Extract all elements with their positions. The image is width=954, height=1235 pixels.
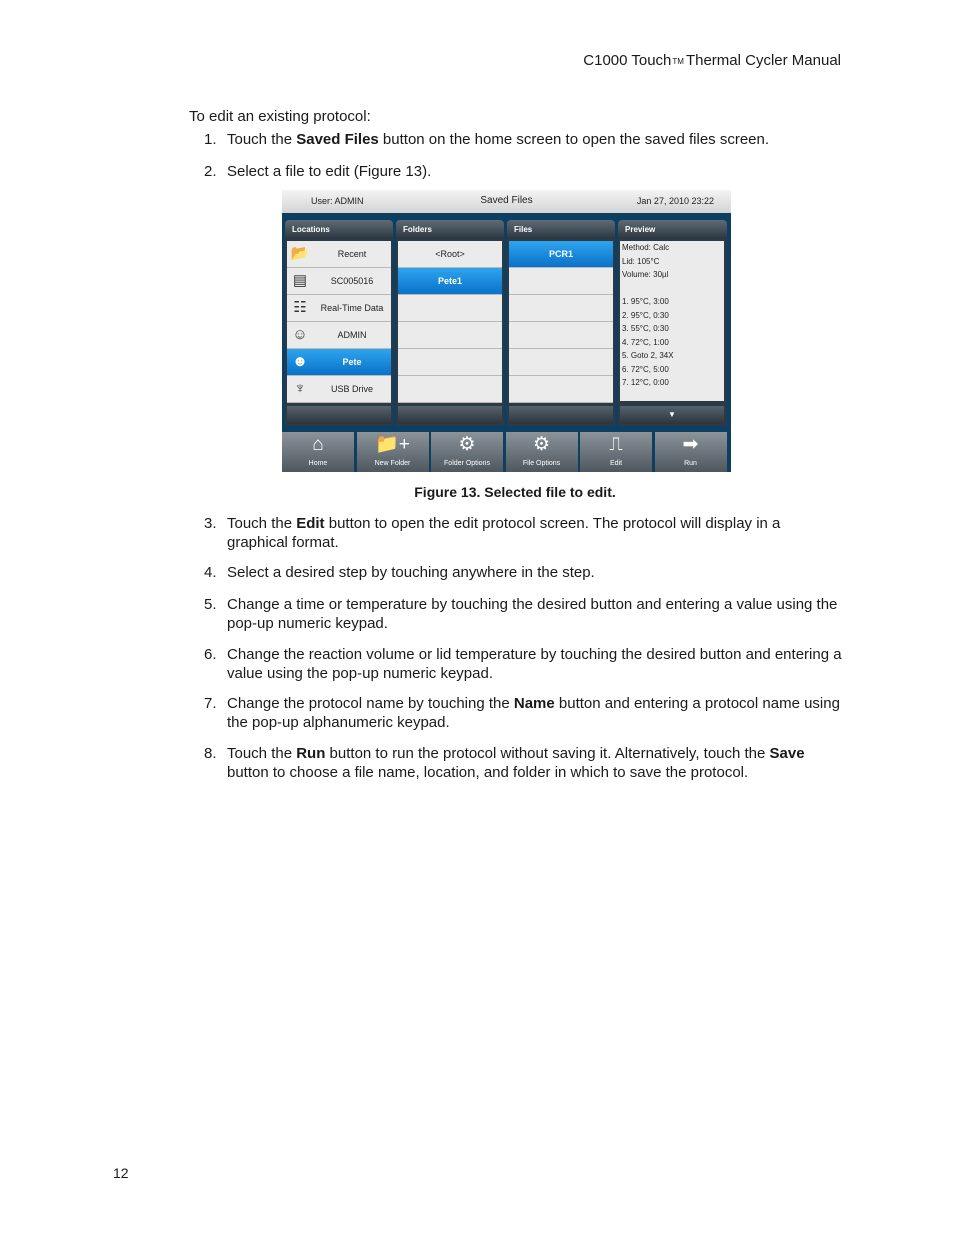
run-button[interactable] — [655, 432, 727, 472]
location-item[interactable] — [287, 376, 391, 403]
folder-options-button[interactable] — [431, 432, 503, 472]
step-item — [204, 514, 844, 552]
location-item[interactable] — [287, 241, 391, 268]
files-header: Files — [507, 220, 615, 239]
step-text-part: button on the home screen to open the saved files screen. — [378, 131, 770, 148]
button-name: Edit — [296, 515, 325, 532]
user-icon: ☻ — [292, 353, 308, 370]
button-name: Save — [769, 745, 805, 762]
locations-panel — [285, 220, 393, 426]
step-item — [204, 744, 844, 782]
folder-options-icon: ⚙ — [458, 434, 476, 455]
step-text — [227, 514, 844, 552]
empty-row — [509, 295, 613, 322]
toolbar — [282, 432, 731, 472]
step-number: 4. — [204, 564, 217, 581]
step-text: Select a desired step by touching anywhere in the step. — [227, 564, 595, 581]
datetime: Jan 27, 2010 23:22 — [636, 196, 714, 206]
run-icon: ➡ — [682, 434, 699, 455]
file-options-icon: ⚙ — [532, 434, 551, 455]
step-text-part: Touch the — [227, 745, 297, 762]
empty-row — [398, 349, 502, 376]
instrument-icon: ▤ — [292, 272, 308, 289]
figure-caption: Figure 13. Selected file to edit. — [414, 484, 616, 500]
preview-line: 6. 72°C, 5:00 — [622, 364, 669, 374]
trademark: TM — [672, 57, 684, 66]
toolbar-label: New Folder — [374, 460, 411, 467]
step-item — [204, 162, 844, 181]
location-label: ADMIN — [337, 330, 367, 340]
preview-text — [620, 241, 724, 401]
step-number: 2. — [204, 163, 217, 180]
button-name: Name — [513, 695, 555, 712]
preview-line: 7. 12°C, 0:00 — [622, 378, 669, 387]
file-item[interactable]: PCR1 — [509, 241, 613, 268]
user-label: User: ADMIN — [311, 196, 364, 206]
step-item — [204, 595, 844, 633]
scroll-down-icon: ▼ — [668, 410, 676, 419]
step-text-part: Touch the — [227, 515, 297, 532]
new-folder-icon: 📁+ — [375, 434, 410, 455]
location-item[interactable] — [287, 268, 391, 295]
step-item — [204, 694, 844, 732]
preview-header: Preview — [618, 220, 727, 239]
toolbar-label: Folder Options — [444, 460, 490, 467]
file-options-button[interactable] — [506, 432, 578, 472]
step-item — [204, 563, 844, 582]
empty-row — [509, 268, 613, 295]
step-text: Select a file to edit (Figure 13). — [227, 163, 432, 180]
toolbar-label: Run — [684, 460, 697, 467]
realtime-data-icon: ☷ — [293, 299, 307, 316]
edit-icon: ⎍ — [609, 434, 623, 455]
empty-row — [509, 322, 613, 349]
step-text — [227, 694, 844, 732]
location-label: SC005016 — [330, 276, 374, 286]
running-header — [583, 52, 841, 69]
step-text-part: button to open the edit protocol screen. The protocol will display in a graphical format. — [227, 515, 781, 551]
location-label: USB Drive — [330, 384, 373, 394]
preview-scroll-down[interactable] — [620, 406, 724, 424]
toolbar-label: Home — [308, 460, 328, 467]
step-text: Change the reaction volume or lid temperature by touching the desired button and entering a value using the pop-up numeric keypad. — [227, 646, 842, 682]
preview-panel — [618, 220, 727, 426]
home-button[interactable] — [282, 432, 354, 472]
folder-item[interactable]: Pete1 — [398, 268, 502, 295]
header-product: C1000 Touch — [583, 52, 672, 69]
folder-item[interactable]: <Root> — [398, 241, 502, 268]
recent-folder-icon: 📂 — [290, 245, 310, 262]
step-text-part: Change the protocol name by touching the — [227, 695, 514, 712]
empty-row — [398, 376, 502, 403]
files-scroll[interactable] — [509, 406, 613, 424]
step-number: 5. — [204, 596, 217, 613]
location-item[interactable] — [287, 349, 391, 376]
step-number: 7. — [204, 695, 217, 712]
preview-line: 3. 55°C, 0:30 — [622, 324, 669, 333]
preview-line: Lid: 105°C — [622, 256, 660, 266]
empty-row — [509, 376, 613, 403]
location-label: Pete — [342, 357, 362, 367]
saved-files-screenshot — [282, 190, 731, 472]
preview-line: 1. 95°C, 3:00 — [622, 297, 669, 306]
step-number: 1. — [204, 131, 217, 148]
folders-panel — [396, 220, 504, 426]
empty-row — [509, 349, 613, 376]
step-text: Change a time or temperature by touching the desired button and entering a value using the pop-up numeric keypad. — [227, 596, 838, 632]
step-number: 8. — [204, 745, 217, 762]
usb-icon: ♆ — [294, 380, 306, 397]
home-icon: ⌂ — [312, 434, 324, 455]
step-number: 6. — [204, 646, 217, 663]
preview-line — [622, 282, 724, 296]
location-item[interactable] — [287, 295, 391, 322]
location-item[interactable] — [287, 322, 391, 349]
step-item — [204, 130, 844, 149]
empty-row — [398, 322, 502, 349]
location-label: Recent — [337, 249, 367, 259]
step-text-part: Touch the — [227, 131, 297, 148]
preview-line: 4. 72°C, 1:00 — [622, 337, 669, 347]
preview-line: 5. Goto 2, 34X — [622, 351, 674, 360]
step-text-part: button to choose a file name, location, and folder in which to save the protocol. — [227, 764, 749, 781]
preview-line: Method: Calc — [622, 243, 670, 252]
step-number: 3. — [204, 515, 217, 532]
step-item — [204, 645, 844, 683]
location-label: Real-Time Data — [320, 303, 384, 313]
page-number: 12 — [113, 1165, 129, 1181]
status-bar — [282, 190, 731, 213]
header-suffix: Thermal Cycler Manual — [685, 52, 841, 69]
button-name: Run — [296, 745, 326, 762]
step-text — [227, 130, 844, 149]
toolbar-label: File Options — [522, 460, 561, 467]
button-name: Saved Files — [296, 131, 379, 148]
toolbar-label: Edit — [609, 460, 623, 467]
preview-line: Volume: 30µl — [622, 270, 669, 279]
step-text — [227, 744, 844, 782]
locations-scroll[interactable] — [287, 406, 391, 424]
locations-header: Locations — [285, 220, 393, 239]
folders-scroll[interactable] — [398, 406, 502, 424]
preview-line: 2. 95°C, 0:30 — [622, 310, 669, 320]
files-panel — [507, 220, 615, 426]
folders-header: Folders — [396, 220, 504, 239]
screen-title: Saved Files — [480, 195, 533, 206]
step-text-part: button and entering a protocol name using the pop-up alphanumeric keypad. — [227, 695, 840, 731]
new-folder-button[interactable] — [357, 432, 429, 472]
admin-user-icon: ☺ — [292, 326, 308, 343]
intro-text: To edit an existing protocol: — [189, 108, 371, 125]
edit-button[interactable] — [580, 432, 652, 472]
empty-row — [398, 295, 502, 322]
step-text-part: button to run the protocol without saving it. Alternatively, touch the — [325, 745, 770, 762]
